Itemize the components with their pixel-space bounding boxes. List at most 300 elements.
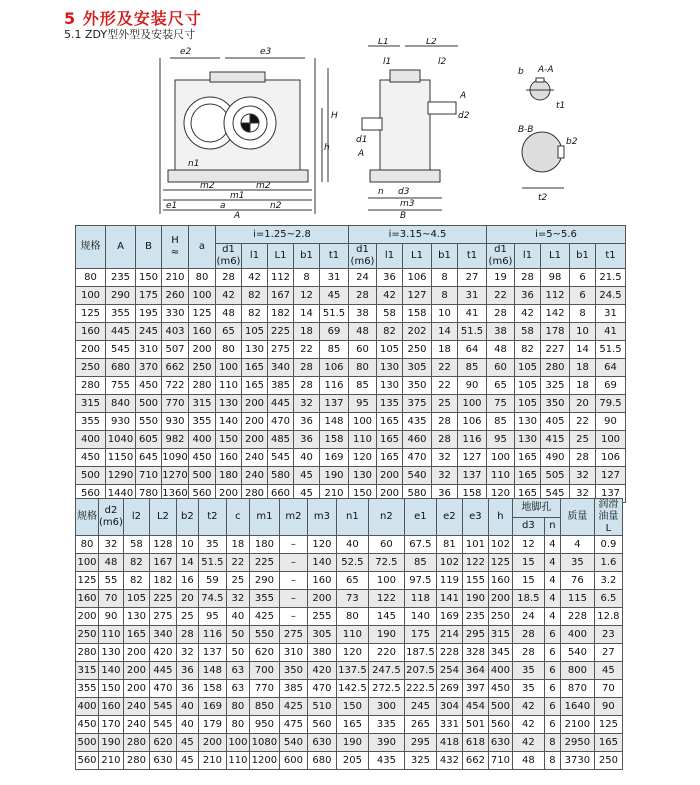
table-cell: 3.2: [594, 572, 622, 590]
front-label-e1: e1: [166, 201, 178, 211]
table-cell: 15: [512, 572, 544, 590]
table-cell: 36: [294, 413, 320, 431]
table-cell: 169: [320, 449, 349, 467]
table-cell: 295: [462, 626, 488, 644]
table-cell: 1150: [106, 449, 136, 467]
table-cell: 42: [377, 287, 403, 305]
g2-d1-tol: (m6): [350, 256, 375, 267]
table-cell: 41: [458, 305, 487, 323]
table-cell: 355: [106, 305, 136, 323]
table-cell: 141: [436, 590, 462, 608]
table-cell: 105: [123, 590, 149, 608]
table-cell: 200: [242, 413, 268, 431]
table-cell: 870: [560, 680, 594, 698]
table-row: [76, 716, 623, 734]
table-cell: 355: [76, 680, 99, 698]
bb-label-t2: t2: [538, 193, 548, 203]
table-cell: 6: [544, 662, 560, 680]
dimension-table-1: [75, 225, 626, 503]
table-cell: 80: [189, 269, 216, 287]
table-cell: 150: [349, 485, 377, 503]
table-cell: 222.5: [404, 680, 436, 698]
table-cell: 220: [368, 644, 404, 662]
t2-col-e3: e3: [462, 499, 488, 536]
table-row: [76, 449, 626, 467]
table-cell: 770: [162, 395, 189, 413]
table-cell: 28: [432, 413, 458, 431]
table-cell: 95: [349, 395, 377, 413]
table-cell: 52.5: [336, 554, 368, 572]
table-row: [76, 608, 623, 626]
table-cell: 130: [242, 341, 268, 359]
table-cell: 501: [462, 716, 488, 734]
table-cell: 187.5: [404, 644, 436, 662]
table-cell: 2950: [560, 734, 594, 752]
table-cell: 8: [432, 287, 458, 305]
table-cell: 600: [279, 752, 307, 770]
table-cell: 15: [512, 554, 544, 572]
t2-d2-label: d2: [104, 505, 118, 516]
t2-col-t2: t2: [198, 499, 226, 536]
table-cell: 200: [377, 467, 403, 485]
table-cell: 160: [216, 449, 242, 467]
table-cell: 105: [515, 377, 541, 395]
table-cell: 160: [189, 323, 216, 341]
table-cell: 142: [541, 305, 570, 323]
table-cell: 250: [76, 626, 99, 644]
table-cell: 1440: [106, 485, 136, 503]
table-cell: 275: [149, 608, 176, 626]
table-cell: 140: [216, 413, 242, 431]
table-cell: 82: [242, 305, 268, 323]
table-cell: 106: [458, 413, 487, 431]
table-cell: 425: [249, 608, 279, 626]
side-label-B: B: [400, 211, 407, 218]
table-cell: 250: [488, 608, 512, 626]
table-cell: 403: [162, 323, 189, 341]
table-cell: 64: [458, 341, 487, 359]
table-cell: 190: [336, 734, 368, 752]
table-cell: 106: [403, 269, 432, 287]
table-cell: 275: [279, 626, 307, 644]
table-cell: 119: [436, 572, 462, 590]
side-label-d2: d2: [458, 111, 470, 121]
table-cell: 130: [515, 413, 541, 431]
section-title: 5 外形及安装尺寸: [64, 9, 202, 28]
t2-col-e1: e1: [404, 499, 436, 536]
table-cell: 335: [368, 716, 404, 734]
table-row: [76, 662, 623, 680]
table-cell: 6.5: [594, 590, 622, 608]
table-cell: 158: [320, 431, 349, 449]
table-cell: 60: [368, 536, 404, 554]
table-cell: 662: [162, 359, 189, 377]
table-cell: 207.5: [404, 662, 436, 680]
table-cell: 385: [279, 680, 307, 698]
table-cell: 400: [76, 698, 99, 716]
table-cell: 510: [307, 698, 336, 716]
table-cell: 1040: [106, 431, 136, 449]
table-cell: 40: [226, 608, 249, 626]
table-cell: 82: [123, 554, 149, 572]
table-cell: 142.5: [336, 680, 368, 698]
table-cell: 200: [242, 431, 268, 449]
table-cell: 150: [216, 431, 242, 449]
table-cell: 35: [512, 680, 544, 698]
table-cell: 165: [242, 377, 268, 395]
table-cell: 28: [432, 431, 458, 449]
table-cell: 350: [541, 395, 570, 413]
table-cell: 85: [487, 413, 515, 431]
table-cell: 80: [216, 341, 242, 359]
table-cell: 350: [403, 377, 432, 395]
g3-d1-tol: (m6): [488, 256, 513, 267]
table-cell: 32: [226, 590, 249, 608]
table-cell: 58: [515, 323, 541, 341]
table-cell: 85: [458, 359, 487, 377]
t2-col-m2: m2: [279, 499, 307, 536]
table-cell: –: [279, 590, 307, 608]
table-cell: 51.5: [458, 323, 487, 341]
table-cell: 227: [541, 341, 570, 359]
table-cell: 130: [349, 467, 377, 485]
table-cell: 500: [189, 467, 216, 485]
table-cell: 202: [403, 323, 432, 341]
table-cell: 106: [596, 449, 626, 467]
table-cell: 48: [216, 305, 242, 323]
table-cell: 130: [515, 431, 541, 449]
table-cell: 500: [76, 467, 106, 485]
table-cell: 250: [189, 359, 216, 377]
g3-d1-label: d1: [494, 244, 507, 255]
table-cell: 982: [162, 431, 189, 449]
table-cell: 85: [320, 341, 349, 359]
table-cell: 560: [76, 485, 106, 503]
g2-d1-label: d1: [356, 244, 369, 255]
table-cell: 331: [436, 716, 462, 734]
table-cell: 42: [242, 269, 268, 287]
table-cell: 180: [216, 467, 242, 485]
front-label-n1: n1: [188, 159, 200, 169]
table-cell: 618: [462, 734, 488, 752]
table-cell: 40: [336, 536, 368, 554]
table-cell: 58: [123, 536, 149, 554]
table-cell: 680: [106, 359, 136, 377]
table-cell: 36: [176, 680, 198, 698]
table-cell: 100: [76, 287, 106, 305]
table-cell: 127: [403, 287, 432, 305]
table-cell: 840: [106, 395, 136, 413]
table-cell: 1270: [162, 467, 189, 485]
t2-col-weight: 质量: [560, 499, 594, 536]
table-cell: 475: [279, 716, 307, 734]
table-cell: 100: [368, 572, 404, 590]
table-cell: 240: [123, 716, 149, 734]
table-cell: 42: [216, 287, 242, 305]
table-cell: 228: [560, 608, 594, 626]
table-cell: 160: [488, 572, 512, 590]
col-A: A: [106, 226, 136, 269]
table-cell: 165: [377, 413, 403, 431]
table-row: [76, 413, 626, 431]
table-cell: 6: [570, 287, 596, 305]
table-cell: 167: [268, 287, 294, 305]
table-cell: 315: [76, 662, 99, 680]
table-cell: 28: [294, 377, 320, 395]
table-cell: 280: [123, 734, 149, 752]
table-cell: 48: [512, 752, 544, 770]
bb-label-title: B-B: [518, 125, 534, 135]
table-cell: 1.6: [594, 554, 622, 572]
table-cell: 490: [541, 449, 570, 467]
table-cell: 28: [176, 626, 198, 644]
table-cell: 18: [432, 341, 458, 359]
table-cell: 6: [544, 680, 560, 698]
table-cell: 32: [570, 467, 596, 485]
table-cell: 140: [307, 554, 336, 572]
table-cell: 420: [307, 662, 336, 680]
table-cell: 105: [242, 323, 268, 341]
table-cell: 178: [541, 323, 570, 341]
table-cell: 28: [216, 269, 242, 287]
table-cell: 75: [487, 395, 515, 413]
table-cell: 850: [249, 698, 279, 716]
table-cell: 16: [176, 572, 198, 590]
table-cell: 8: [544, 752, 560, 770]
table-cell: 1360: [162, 485, 189, 503]
table-cell: 116: [198, 626, 226, 644]
table-cell: 500: [76, 734, 99, 752]
table-cell: 90: [99, 608, 124, 626]
t2-oil-line1: 润滑: [598, 499, 619, 510]
table-cell: 36: [377, 269, 403, 287]
table-cell: 290: [249, 572, 279, 590]
group-ratio-2: i=3.15~4.5: [349, 226, 487, 244]
table-cell: 6: [570, 269, 596, 287]
table-cell: 800: [560, 662, 594, 680]
table-cell: 36: [176, 662, 198, 680]
t2-col-c: c: [226, 499, 249, 536]
table-cell: 130: [377, 359, 403, 377]
table-cell: 95: [198, 608, 226, 626]
table-cell: 345: [488, 644, 512, 662]
table-cell: 22: [487, 287, 515, 305]
table-cell: 90: [594, 698, 622, 716]
table-cell: 770: [249, 680, 279, 698]
table-cell: 101: [462, 536, 488, 554]
table-cell: 18.5: [512, 590, 544, 608]
table-cell: 165: [515, 467, 541, 485]
table-cell: 450: [136, 377, 162, 395]
table-cell: 200: [242, 395, 268, 413]
front-label-H: H: [331, 111, 338, 121]
table-cell: 272.5: [368, 680, 404, 698]
table-cell: 330: [162, 305, 189, 323]
table-cell: 200: [216, 485, 242, 503]
table-cell: 405: [541, 413, 570, 431]
table-cell: 340: [149, 626, 176, 644]
table-cell: 45: [594, 662, 622, 680]
table-row: [76, 287, 626, 305]
table-row: [76, 554, 623, 572]
table-cell: 100: [487, 449, 515, 467]
table-cell: 110: [216, 377, 242, 395]
table-cell: 65: [336, 572, 368, 590]
table-cell: 18: [226, 536, 249, 554]
table-cell: 69: [596, 377, 626, 395]
table-cell: 63: [226, 662, 249, 680]
table-cell: 14: [432, 323, 458, 341]
table-cell: 45: [320, 287, 349, 305]
table-row: [76, 341, 626, 359]
g1-b1: b1: [294, 244, 320, 269]
table-cell: 315: [488, 626, 512, 644]
table-cell: 240: [242, 467, 268, 485]
g3-t1: t1: [596, 244, 626, 269]
table-cell: 24.5: [596, 287, 626, 305]
table-cell: 100: [189, 287, 216, 305]
table-cell: 25: [570, 431, 596, 449]
table-cell: 102: [488, 536, 512, 554]
table-cell: 630: [488, 734, 512, 752]
table-cell: 25: [176, 608, 198, 626]
table-cell: 305: [403, 359, 432, 377]
table-cell: 560: [307, 716, 336, 734]
table-cell: 755: [106, 377, 136, 395]
table-cell: 540: [560, 644, 594, 662]
table-cell: 8: [570, 305, 596, 323]
table-cell: 125: [76, 305, 106, 323]
table-cell: 40: [176, 716, 198, 734]
table-row: [76, 305, 626, 323]
table-cell: 18: [570, 377, 596, 395]
table-cell: 64: [596, 359, 626, 377]
table-cell: 80: [226, 698, 249, 716]
table-cell: 470: [307, 680, 336, 698]
table-cell: 169: [436, 608, 462, 626]
table-cell: 400: [189, 431, 216, 449]
table-cell: 580: [268, 467, 294, 485]
table-cell: 540: [403, 467, 432, 485]
side-label-l2: l2: [438, 57, 447, 67]
table-cell: 355: [76, 413, 106, 431]
g1-d1: [216, 244, 242, 269]
table-cell: 182: [268, 305, 294, 323]
t2-col-m1: m1: [249, 499, 279, 536]
table-cell: 31: [458, 287, 487, 305]
table-cell: 74.5: [198, 590, 226, 608]
table-cell: 20: [570, 395, 596, 413]
table-cell: 560: [488, 716, 512, 734]
table-cell: 710: [136, 467, 162, 485]
side-label-d3: d3: [398, 187, 410, 197]
table-cell: 182: [149, 572, 176, 590]
table-cell: 200: [123, 644, 149, 662]
table2-header-row-1: [76, 499, 623, 518]
t2-col-e2: e2: [436, 499, 462, 536]
col-H: [162, 226, 189, 269]
table-cell: 425: [279, 698, 307, 716]
table-cell: 355: [189, 413, 216, 431]
table-cell: 42: [515, 305, 541, 323]
table-cell: 165: [123, 626, 149, 644]
table-cell: –: [279, 608, 307, 626]
table-cell: 545: [268, 449, 294, 467]
g1-d1-tol: (m6): [216, 256, 241, 267]
t2-d2-tol: (m6): [99, 517, 123, 528]
table-cell: 470: [149, 680, 176, 698]
table-cell: 350: [279, 662, 307, 680]
table-cell: 70: [99, 590, 124, 608]
table-cell: 507: [162, 341, 189, 359]
table-cell: 545: [541, 485, 570, 503]
table-cell: 38: [487, 323, 515, 341]
table-cell: 22: [432, 377, 458, 395]
table-cell: 97.5: [404, 572, 436, 590]
side-label-L1: L1: [378, 38, 389, 47]
table-cell: 105: [377, 341, 403, 359]
table-cell: 540: [279, 734, 307, 752]
table-cell: 328: [462, 644, 488, 662]
outline-drawings: [60, 38, 660, 218]
bb-label-b2: b2: [566, 137, 578, 147]
side-label-A-top: A: [460, 91, 467, 101]
table-cell: 6: [544, 644, 560, 662]
table-cell: 32: [294, 395, 320, 413]
table-cell: 295: [404, 734, 436, 752]
table-cell: 80: [336, 608, 368, 626]
front-label-m2-right: m2: [256, 181, 271, 191]
table-cell: 45: [176, 752, 198, 770]
table-cell: 118: [404, 590, 436, 608]
t2-col-L2: L2: [149, 499, 176, 536]
col-a: a: [189, 226, 216, 269]
table-cell: 23: [594, 626, 622, 644]
table-cell: 28: [294, 359, 320, 377]
table-row: [76, 431, 626, 449]
table-cell: 80: [349, 359, 377, 377]
table-cell: 445: [106, 323, 136, 341]
table-cell: 42: [512, 734, 544, 752]
table-cell: 485: [268, 431, 294, 449]
table-cell: 40: [176, 698, 198, 716]
table-cell: 12: [512, 536, 544, 554]
table-cell: 45: [176, 734, 198, 752]
t2-col-h: h: [488, 499, 512, 536]
table-cell: 200: [123, 662, 149, 680]
table-cell: 127: [596, 467, 626, 485]
t2-col-b2: b2: [176, 499, 198, 536]
g2-L1: L1: [403, 244, 432, 269]
table-cell: 42: [512, 698, 544, 716]
side-label-n: n: [378, 187, 384, 197]
table-cell: 550: [249, 626, 279, 644]
table-cell: 325: [404, 752, 436, 770]
table-cell: 67.5: [404, 536, 436, 554]
table-cell: 59: [198, 572, 226, 590]
table-cell: 137.5: [336, 662, 368, 680]
table-cell: 110: [487, 467, 515, 485]
table-cell: 106: [320, 359, 349, 377]
table-cell: 545: [106, 341, 136, 359]
t2-oil-line2: 油量: [598, 511, 619, 522]
table-cell: 240: [242, 449, 268, 467]
table-cell: 69: [320, 323, 349, 341]
table-cell: 137: [458, 467, 487, 485]
table-cell: 190: [320, 467, 349, 485]
t2-group-foot-holes: 地脚孔: [512, 499, 560, 518]
table-cell: 420: [149, 644, 176, 662]
